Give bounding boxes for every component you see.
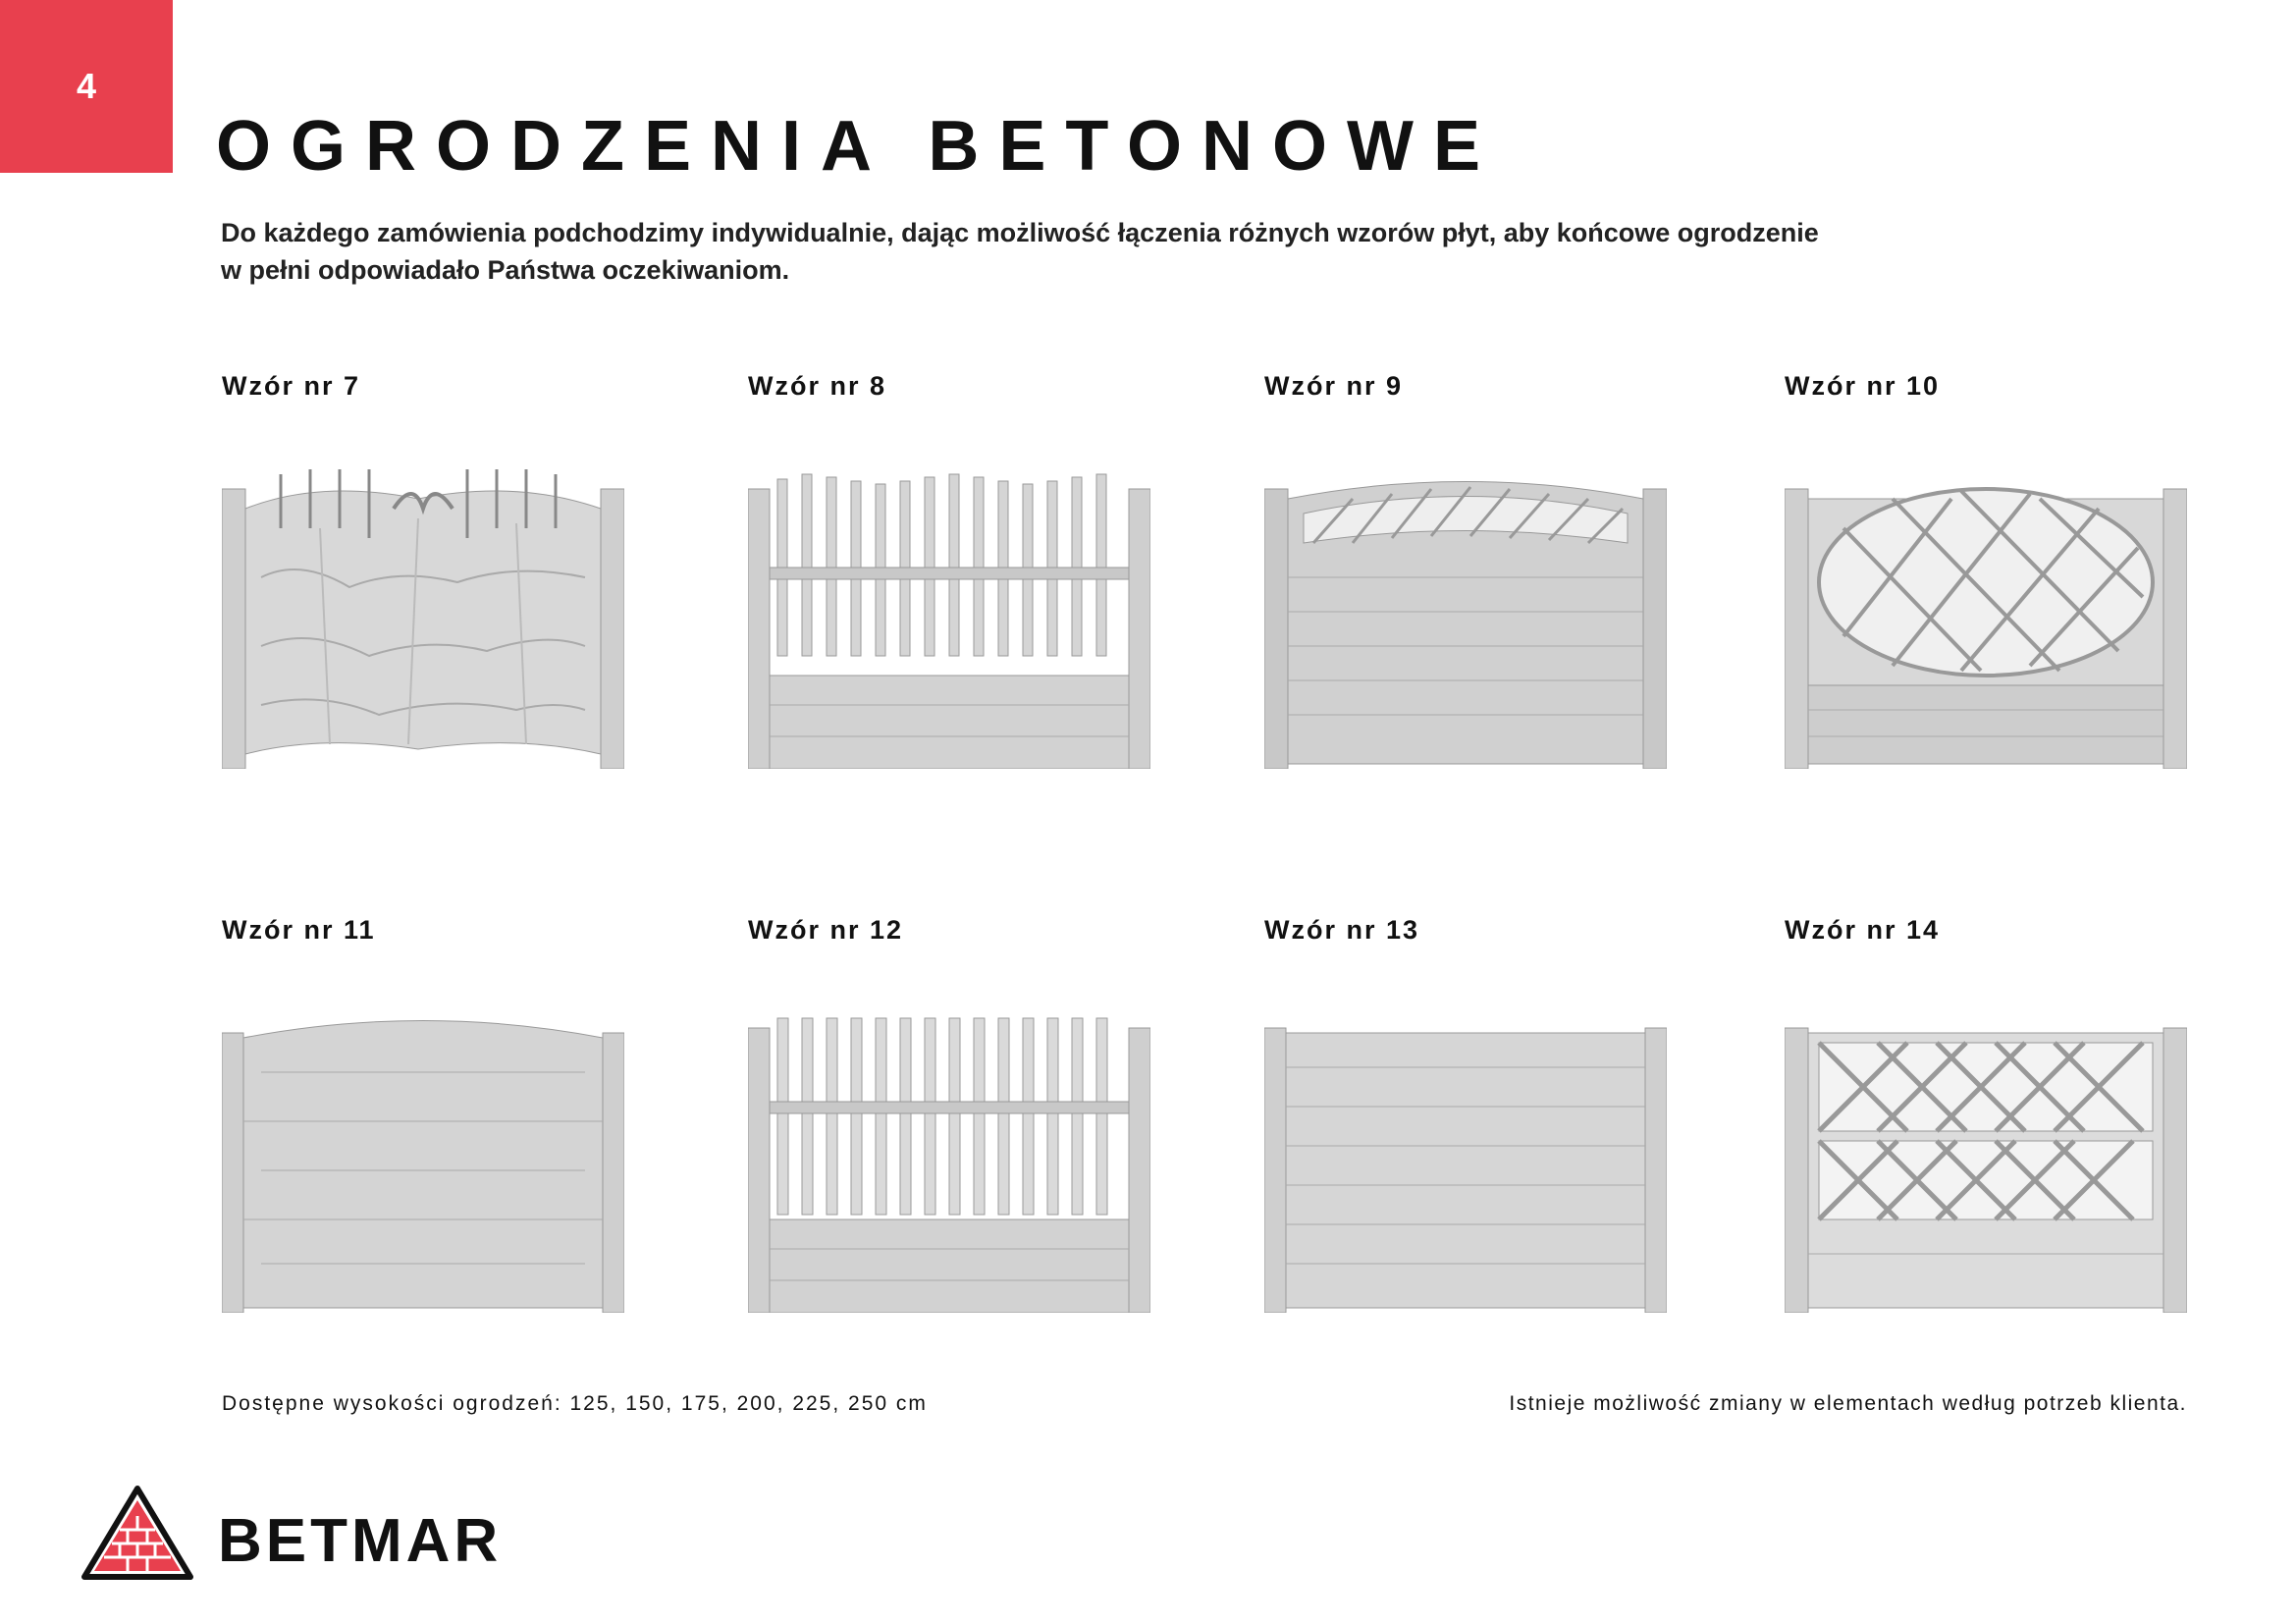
fence-pattern-12-image	[748, 1013, 1150, 1313]
brand-logo	[80, 1485, 503, 1593]
fence-pattern-10-image	[1785, 469, 2187, 769]
pattern-13-card	[1264, 915, 1667, 1327]
fence-pattern-13-image	[1264, 1013, 1667, 1313]
pattern-13-label: Wzór nr 13	[1264, 915, 1420, 945]
page-title: OGRODZENIA BETONOWE	[216, 107, 1501, 186]
intro-line-2: w pełni odpowiadało Państwa oczekiwaniom.	[221, 255, 790, 285]
pattern-9-card	[1264, 371, 1667, 784]
pattern-11-label: Wzór nr 11	[222, 915, 376, 945]
fence-pattern-9-image	[1264, 469, 1667, 769]
pattern-11-card	[222, 915, 624, 1327]
pattern-14-card	[1785, 915, 2187, 1327]
fence-pattern-14-image	[1785, 1013, 2187, 1313]
pattern-12-label: Wzór nr 12	[748, 915, 904, 945]
fence-pattern-11-image	[222, 1013, 624, 1313]
pattern-9-label: Wzór nr 9	[1264, 371, 1404, 401]
pattern-8-label: Wzór nr 8	[748, 371, 887, 401]
pattern-8-card	[748, 371, 1150, 784]
page-number-badge	[0, 0, 173, 173]
brick-triangle-icon	[80, 1485, 194, 1583]
intro-text	[221, 214, 1890, 289]
pattern-7-card	[222, 371, 624, 784]
customization-note: Istnieje możliwość zmiany w elementach według potrzeb klienta.	[1509, 1392, 2187, 1415]
intro-line-1: Do każdego zamówienia podchodzimy indywidualnie, dając możliwość łączenia różnych wzorów płyt, aby końcowe ogrodzenie	[221, 218, 1819, 247]
pattern-14-label: Wzór nr 14	[1785, 915, 1941, 945]
pattern-12-card	[748, 915, 1150, 1327]
fence-pattern-8-image	[748, 469, 1150, 769]
available-heights-text: Dostępne wysokości ogrodzeń: 125, 150, 175, 200, 225, 250 cm	[222, 1392, 928, 1415]
fence-pattern-7-image	[222, 469, 624, 769]
pattern-10-label: Wzór nr 10	[1785, 371, 1941, 401]
brand-name: BETMAR	[218, 1507, 503, 1575]
page-number: 4	[76, 66, 97, 106]
pattern-10-card	[1785, 371, 2187, 784]
pattern-7-label: Wzór nr 7	[222, 371, 361, 401]
